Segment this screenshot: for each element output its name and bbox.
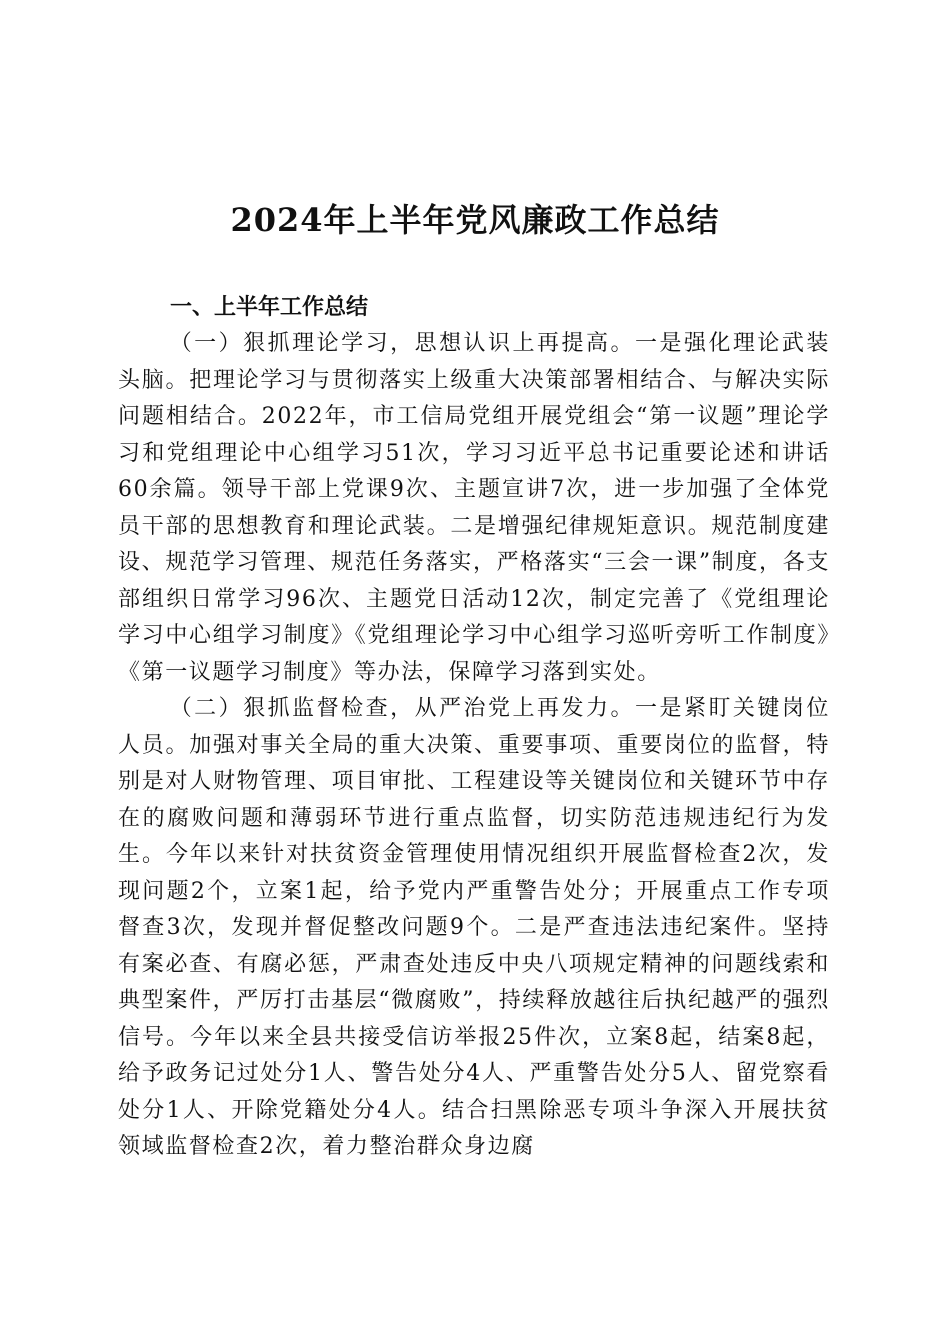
document-body [118,290,830,1166]
paragraph-supervision: （二）狠抓监督检查，从严治党上再发力。一是紧盯关键岗位人员。加强对事关全局的重大决策、重要事项、重要岗位的监督，特别是对人财物管理、项目审批、工程建设等关键岗位和关键环节中存在的腐败问题和薄弱环节进行重点监督，切实防范违规违纪行为发生。今年以来针对扶贫资金管理使用情况组织开展监督检查2次，发现问题2个，立案1起，给予党内严重警告处分；开展重点工作专项督查3次，发现并督促整改问题9个。二是严查违法违纪案件。坚持有案必查、有腐必惩，严肃查处违反中央八项规定精神的问题线索和典型案件，严厉打击基层“微腐败”，持续释放越往后执纪越严的强烈信号。今年以来全县共接受信访举报25件次，立案8起，结案8起，给予政务记过处分1人、警告处分4人、严重警告处分5人、留党察看处分1人、开除党籍处分4人。结合扫黑除恶专项斗争深入开展扶贫领域监督检查2次，着力整治群众身边腐 [118,696,830,1159]
section-heading: 一、上半年工作总结 [170,295,369,320]
paragraph-theory-study: （一）狠抓理论学习，思想认识上再提高。一是强化理论武装头脑。把理论学习与贯彻落实上级重大决策部署相结合、与解决实际问题相结合。2022年，市工信局党组开展党组会“第一议题”理论学习和党组理论中心组学习51次，学习习近平总书记重要论述和讲话60余篇。领导干部上党课9次、主题宣讲7次，进一步加强了全体党员干部的思想教育和理论武装。二是增强纪律规矩意识。规范制度建设、规范学习管理、规范任务落实，严格落实“三会一课”制度，各支部组织日常学习96次、主题党日活动12次，制定完善了《党组理论学习中心组学习制度》《党组理论学习中心组学习巡听旁听工作制度》《第一议题学习制度》等办法，保障学习落到实处。 [118,331,830,685]
document-title: 2024年上半年党风廉政工作总结 [230,201,720,239]
